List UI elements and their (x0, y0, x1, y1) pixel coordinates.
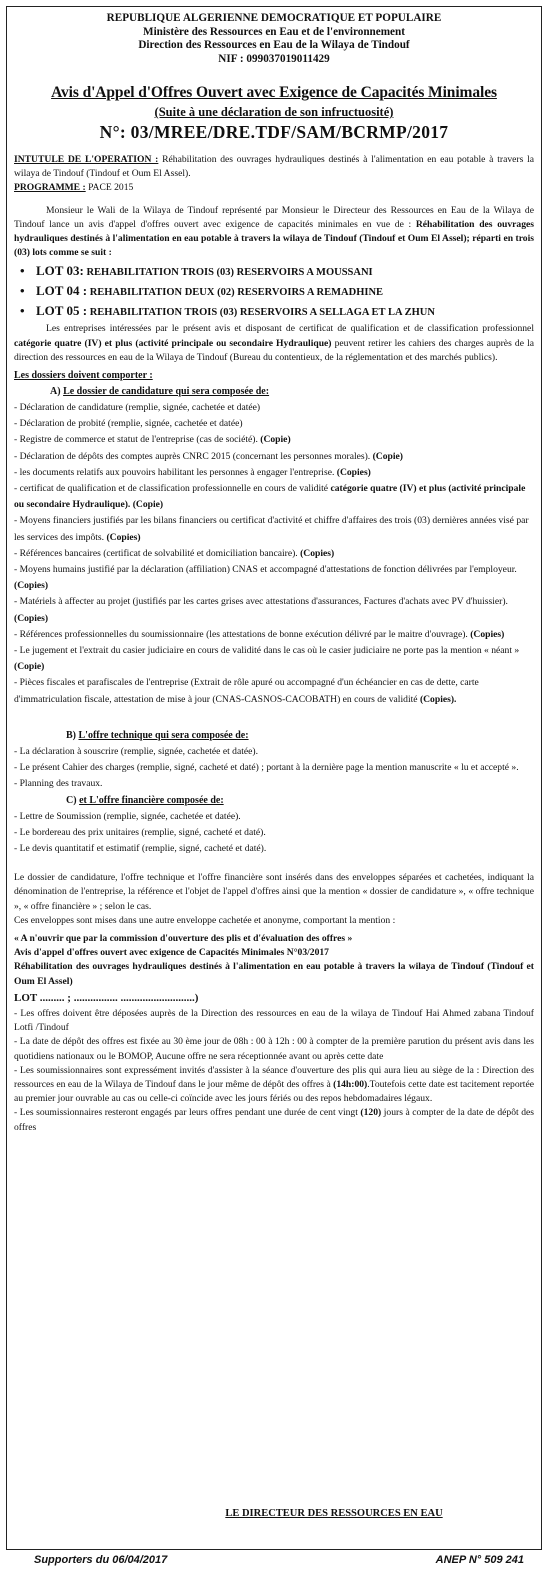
section-a-list (14, 400, 534, 708)
operation-paragraph (14, 153, 534, 181)
list-item (14, 675, 534, 707)
item-bold: (Copies) (300, 547, 335, 559)
item-bold: (120) (360, 1107, 382, 1119)
item-text: - La date de dépôt des offres est fixée au 30 ème jour de 08h : 00 à 12h : 00 à compter de la première parution du présent avis dans les quotidiens nationaux ou le BOMOP, Aucune offre ne sera réceptionnée avant ou après cette date (14, 1036, 534, 1062)
programme-label: PROGRAMME : (14, 182, 86, 194)
item-text: - Les offres doivent être déposées auprès de la Direction des ressources en eau de la wilaya de Tindouf Hai Ahmed zabana Tindouf Lotfi /Tindouf (14, 1007, 534, 1034)
section-b-prefix: B) (66, 729, 79, 741)
header-nif: NIF : 099037019011429 (218, 52, 330, 65)
footer (6, 1553, 542, 1571)
section-c-heading: et L'offre financière composée de: (79, 794, 224, 806)
list-item (14, 1064, 534, 1107)
bullet-icon: • (20, 263, 25, 279)
mention-line-4: LOT ......... ; ................ ...........................) (14, 991, 199, 1004)
item-bold: catégorie quatre (IV) et plus (activité principale ou secondaire Hydraulique). (Copie) (14, 483, 526, 511)
spacer (14, 708, 534, 728)
lot-desc: REHABILITATION TROIS (03) RESERVOIRS A MOUSSANI (83, 267, 373, 279)
intro-text: Monsieur le Wali de la Wilaya de Tindouf représenté par Monsieur le Directeur des Ressources en Eau de la Wilaya de Tindouf lance un avis d'appel d'offres ouvert avec exigence de capacités minimales en vue de : (14, 204, 534, 230)
list-item (14, 449, 534, 465)
list-item (14, 1007, 534, 1035)
dossiers-title: Les dossiers doivent comporter : (14, 370, 153, 382)
footer-publication: Supporters du 06/04/2017 (34, 1554, 168, 1566)
section-a-title (14, 384, 534, 400)
item-tail: jours à compter de la date de dépôt des offres (14, 1107, 534, 1133)
item-text: - Registre de commerce et statut de l'entreprise (cas de société). (14, 434, 261, 446)
list-item (14, 594, 534, 626)
item-text: - Moyens humains justifié par la déclaration (affiliation) CNAS et accompagné d'attestations de fonction délivrées par l'employeur. (14, 564, 517, 576)
header-direction: Direction des Ressources en Eau de la Wilaya de Tindouf (138, 39, 410, 51)
item-bold: (Copies) (14, 580, 49, 592)
notice-title: Avis d'Appel d'Offres Ouvert avec Exigence de Capacités Minimales (51, 84, 497, 101)
item-text: - Matériels à affecter au projet (justifiés par les cartes grises avec attestations d'assurances, Factures d'achats avec PV d'huissier). (14, 596, 508, 608)
bullet-icon: • (20, 303, 25, 319)
entreprises-bold: catégorie quatre (IV) et plus (activité principale ou secondaire Hydraulique) (14, 337, 332, 349)
entreprises-text-1: Les entreprises intéressées par le présent avis et disposant de certificat de qualification et de classification professionnel (46, 323, 534, 335)
item-bold: (Copies). (419, 693, 457, 705)
section-b-heading: L'offre technique qui sera composée de: (78, 729, 249, 741)
conditions-list (14, 1007, 534, 1135)
item-bold: (Copie) (260, 434, 291, 446)
list-item (14, 562, 534, 594)
list-item (14, 643, 534, 675)
item-text: - Le jugement et l'extrait du casier judiciaire en cours de validité dans le cas où le casier judiciaire ne porte pas la mention « néant » (14, 645, 520, 657)
signature: LE DIRECTEUR DES RESSOURCES EN EAU (225, 1508, 443, 1519)
envelope-mention (14, 932, 534, 1005)
section-c-list (14, 809, 534, 858)
entreprises-paragraph (14, 322, 534, 365)
notice-number: N°: 03/MREE/DRE.TDF/SAM/BCRMP/2017 (99, 122, 449, 142)
item-bold: (Copies) (106, 531, 141, 543)
intro-paragraph (14, 204, 534, 261)
list-item: - Le bordereau des prix unitaires (remplie, signé, cacheté et daté). (14, 826, 266, 838)
list-item (14, 262, 534, 282)
programme-text: PACE 2015 (85, 182, 134, 194)
item-text: - Déclaration de candidature (remplie, signée, cachetée et datée) (14, 402, 261, 414)
item-bold: (Copies) (336, 466, 371, 478)
item-text: - Les soumissionnaires resteront engagés par leurs offres pendant une durée de cent vingt (14, 1107, 361, 1119)
list-item (14, 400, 534, 416)
item-bold: (14h:00) (333, 1078, 368, 1090)
lot-desc: REHABILITATION DEUX (02) RESERVOIRS A REMADHINE (87, 287, 384, 299)
section-a-prefix: A) (50, 386, 64, 398)
bullet-icon: • (20, 283, 25, 299)
footer-anep-number: ANEP N° 509 241 (435, 1554, 524, 1566)
item-text: - Références bancaires (certificat de solvabilité et domiciliation bancaire). (14, 547, 301, 559)
lot-label: LOT 05 : (36, 303, 88, 319)
item-text: - Les soumissionnaires sont expressément invités d'assister à la séance d'ouverture des plis qui aura lieu au siège de la : Direction des ressources en eau de la Wilaya de Tindouf dans le jour même de dépôt des offres à (14, 1064, 534, 1090)
mention-line-1: « A n'ouvrir que par la commission d'ouverture des plis et d'évaluation des offres » (14, 932, 353, 944)
list-item: - Le présent Cahier des charges (remplie, signé, cacheté et daté) ; portant à la dernière page la mention manuscrite « lu et accepté ». (14, 762, 519, 774)
section-c-prefix: C) (66, 794, 80, 806)
header-ministry: Ministère des Ressources en Eau et de l'environnement (143, 25, 405, 38)
lot-desc: REHABILITATION TROIS (03) RESERVOIRS A SELLAGA ET LA ZHUN (87, 307, 435, 319)
list-item (14, 481, 534, 513)
item-text: - Références professionnelles du soumissionnaire (les attestations de bonne exécution délivré par le maitre d'ouvrage). (14, 628, 471, 640)
entreprises-text-2: peuvent retirer les cahiers des charges auprès de la direction des ressources en eau de la Wilaya de Tindouf (Bureau du contentieux, de la réglementation et des marchés publics). (14, 337, 534, 363)
list-item: - Le devis quantitatif et estimatif (remplie, signé, cacheté et daté). (14, 842, 267, 854)
lot-label: LOT 03: (36, 263, 84, 279)
lot-label: LOT 04 : (36, 283, 88, 299)
item-tail: .Toutefois cette date est tacitement reportée au premier jour ouvrable au cas ou celle-ci coïncide avec les jours fériés ou des repos hebdomadaires légaux. (14, 1078, 534, 1105)
list-item (14, 302, 534, 322)
item-bold: (Copies) (14, 612, 49, 624)
item-text: - les documents relatifs aux pouvoirs habilitant les personnes à engager l'entreprise. (14, 466, 337, 478)
header (14, 12, 534, 66)
enveloppes-mention-intro: Ces enveloppes sont mises dans une autre enveloppe cachetée et anonyme, comportant la mention : (14, 914, 396, 926)
section-c-title (14, 793, 534, 809)
item-bold: (Copie) (14, 661, 45, 673)
mention-line-2: Avis d'appel d'offres ouvert avec exigence de Capacités Minimales N°03/2017 (14, 947, 329, 959)
header-republic: REPUBLIQUE ALGERIENNE DEMOCRATIQUE ET POPULAIRE (106, 12, 442, 24)
list-item (14, 416, 534, 432)
list-item (14, 513, 534, 545)
list-item (14, 465, 534, 481)
list-item (14, 1035, 534, 1063)
document-body (14, 12, 534, 1135)
item-bold: (Copies) (470, 628, 505, 640)
list-item: - Planning des travaux. (14, 778, 103, 790)
item-text: - Pièces fiscales et parafiscales de l'entreprise (Extrait de rôle apuré ou accompagné d'un échéancier en cas de dette, carte d'immatriculation fiscale, attestation de mise à jour (CNAS-CASNOS-CACOBATH) en cours de validité (14, 677, 479, 705)
list-item (14, 546, 534, 562)
programme-paragraph (14, 181, 534, 195)
list-item (14, 627, 534, 643)
mention-line-3: Réhabilitation des ouvrages hydrauliques destinés à l'alimentation en eau potable à travers la wilaya de Tindouf (Tindouf et Oum El Assel) (14, 961, 534, 987)
intro-bold: Réhabilitation des ouvrages hydrauliques destinés à l'alimentation en eau potable à travers la wilaya de Tindouf (Tindouf et Oum El Assel); réparti en trois (03) lots comme se suit : (14, 218, 534, 259)
item-text: - Moyens financiers justifiés par les bilans financiers ou certificat d'activité et chiffre d'affaires des trois (03) dernières années visé par les services des impôts. (14, 515, 529, 543)
section-b-list (14, 744, 534, 793)
operation-label: INTUTULE DE L'OPERATION : (14, 154, 159, 165)
list-item: - Lettre de Soumission (remplie, signée, cachetée et datée). (14, 810, 241, 822)
list-item (14, 282, 534, 302)
enveloppes-paragraph: Le dossier de candidature, l'offre technique et l'offre financière sont insérés dans des enveloppes séparées et cachetées, indiquant la dénomination de l'entreprise, la référence et l'objet de l'appel d'offres ainsi que la mention « dossier de candidature », « offre technique », « offre financière » ; selon le cas. (14, 872, 534, 912)
section-a-heading: Le dossier de candidature qui sera composée de: (63, 386, 270, 398)
list-item (14, 432, 534, 448)
item-text: - Déclaration de dépôts des comptes auprès CNRC 2015 (concernant les personnes morales). (14, 450, 373, 462)
notice-subtitle: (Suite à une déclaration de son infructuosité) (154, 105, 394, 119)
operation-text: Réhabilitation des ouvrages hydrauliques destinés à l'alimentation en eau potable à travers la wilaya de Tindouf (Tindouf et Oum El Assel). (14, 154, 534, 180)
list-item: - La déclaration à souscrire (remplie, signée, cachetée et datée). (14, 745, 258, 757)
item-text: - certificat de qualification et de classification professionnelle en cours de validité (14, 483, 331, 495)
item-bold: (Copie) (372, 450, 403, 462)
section-b-title (14, 728, 534, 744)
item-text: - Déclaration de probité (remplie, signée, cachetée et datée) (14, 418, 243, 430)
list-item (14, 1106, 534, 1134)
lots-list (14, 262, 534, 322)
